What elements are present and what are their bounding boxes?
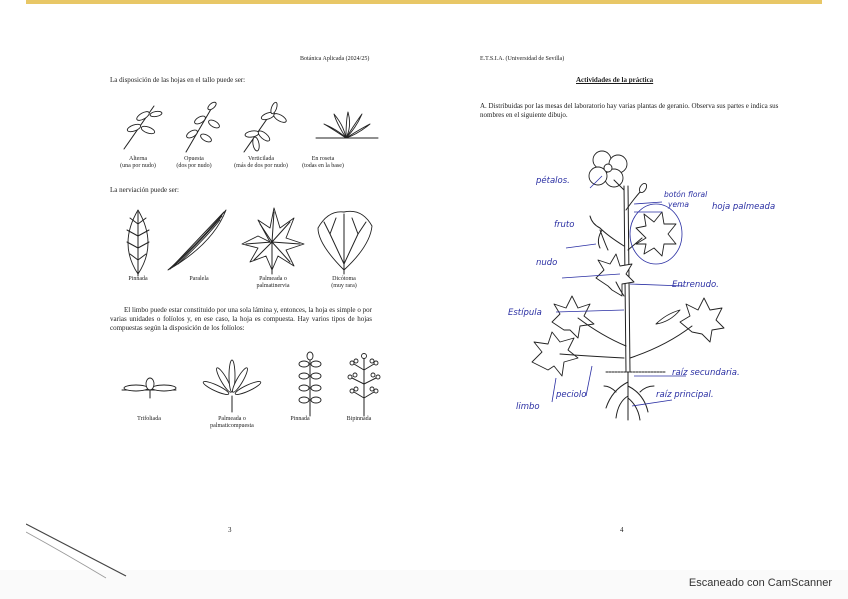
arrangement-sublabel: (más de dos por nudo) [234,163,288,169]
compound-item-trifoliada [122,416,176,423]
arrangement-title: La disposición de las hojas en el tallo puede ser: [110,76,246,84]
pinnate-compound-leaf-drawing [299,352,321,416]
compound-label: Pinnada [290,416,310,422]
alternate-arrangement-drawing [124,106,162,149]
venation-figures [118,204,378,276]
label-fruto: fruto [554,220,575,230]
page-fold-shadow [26,520,146,580]
roots-drawing [604,372,654,420]
left-page-header: Botánica Aplicada (2024/25) [300,56,370,62]
venation-item-pinnada [116,276,160,283]
pinnate-venation-drawing [127,210,149,276]
arrangement-item-opuesta [164,156,224,170]
leaf-arrangement-figures [116,94,376,154]
venation-sublabel: (muy rara) [331,283,357,289]
venation-label: Pinnada [128,276,148,282]
scan-top-edge [26,0,822,4]
palmate-venation-drawing [242,208,304,274]
venation-label: Dicótoma [332,276,356,282]
right-leaf-drawing [630,298,724,358]
dichotomous-venation-drawing [318,211,372,274]
venation-sublabel: palmatinervia [256,283,290,289]
venation-label: Paralela [189,276,209,282]
arrangement-label: Opuesta [184,156,204,162]
label-raiz-secundaria: raíz secundaria. [672,368,740,378]
compound-label: Palmeada o [218,416,246,422]
compound-label: Bipinnada [346,416,372,422]
label-hoja-palmeada: hoja palmeada [712,202,776,212]
trifoliate-leaf-drawing [122,378,176,398]
arrangement-item-verticilada [222,156,300,170]
right-page-header: E.T.S.I.A. (Universidad de Sevilla) [480,56,565,62]
compound-item-pinnada [278,416,322,423]
arrangement-sublabel: (dos por nudo) [176,163,212,169]
left-page [28,14,428,570]
compound-item-bipinnada [334,416,384,423]
opposite-arrangement-drawing [185,101,220,152]
compound-label: Trifoliada [137,416,161,422]
parallel-venation-drawing [168,210,226,270]
whorled-arrangement-drawing [244,102,288,152]
label-estipula: Estípula [508,308,542,318]
venation-item-paralela [174,276,224,283]
label-peciolo: peciolo [556,390,587,400]
scanner-watermark: Escaneado con CamScanner [688,577,832,589]
right-page [436,14,822,570]
flower-drawing [589,151,627,190]
arrangement-label: En roseta [311,156,335,162]
arrangement-label: Verticilada [248,156,274,162]
compound-leaf-figures [120,350,380,420]
lower-left-leaf-drawing [552,296,626,346]
palmate-compound-leaf-drawing [202,360,262,412]
arrangement-item-alterna [108,156,168,170]
label-limbo: limbo [516,402,540,412]
bipinnate-leaf-drawing [348,354,380,417]
arrangement-sublabel: (todas en la base) [302,163,344,169]
page-number: 3 [228,526,232,534]
page-number: 4 [620,526,624,534]
venation-title: La nerviación puede ser: [110,186,179,194]
arrangement-item-roseta [290,156,356,170]
compound-sublabel: palmaticompuesta [210,423,254,429]
arrangement-label: Alterna [129,156,147,162]
upper-palmate-leaf-drawing [628,212,676,256]
label-entrenudo: Entrenudo. [672,280,719,290]
label-petalos: pétalos. [536,176,570,186]
label-yema: yema [668,200,689,209]
venation-item-dicotoma [316,276,372,290]
arrangement-sublabel: (una por nudo) [120,163,156,169]
venation-item-palmeada [240,276,306,290]
compound-leaf-paragraph: El limbo puede estar constituido por una sola lámina y, entonces, la hoja es simple o por varias unidades o folíolos y, en ese caso, la hoja es compuesta. Hay varios tipos de hojas compuestas según la disposición de los folíolos: [110,306,372,332]
compound-item-palmeada [192,416,272,430]
label-raiz-principal: raíz principal. [656,390,714,400]
label-nudo: nudo [536,258,558,268]
rosette-arrangement-drawing [316,112,378,138]
venation-label: Palmeada o [259,276,287,282]
label-boton-floral: botón floral [664,190,708,199]
instruction-text: A. Distribuidas por las mesas del laboratorio hay varias plantas de geranio. Observa sus partes e indica sus nombres en el siguiente dibujo. [480,102,779,119]
section-title: Actividades de la práctica [576,76,654,84]
